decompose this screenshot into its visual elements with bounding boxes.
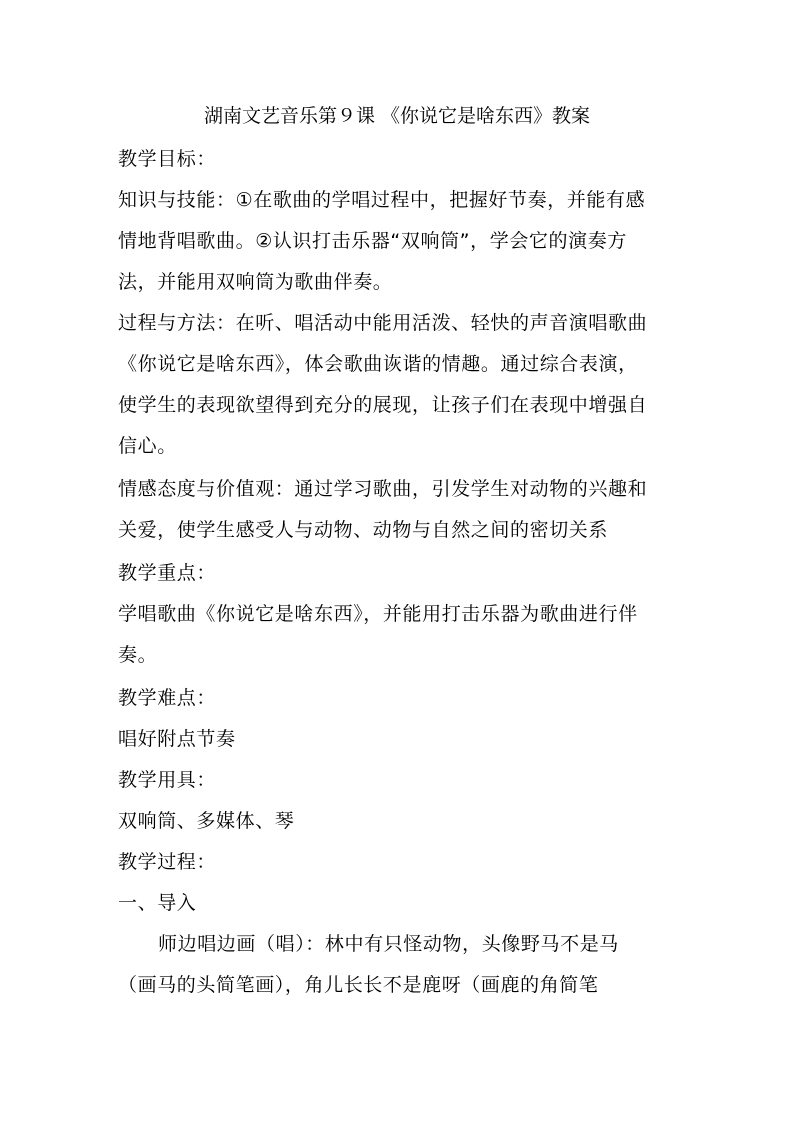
paragraph-line: 师边唱边画（唱）：林中有只怪动物，头像野马不是马 <box>158 933 619 955</box>
paragraph-line: 知识与技能：①在歌曲的学唱过程中，把握好节奏，并能有感 <box>118 189 646 211</box>
paragraph-line: 情地背唱歌曲。②认识打击乐器“双响筒”，学会它的演奏方 <box>118 230 627 252</box>
paragraph-line: 信心。 <box>118 435 177 457</box>
heading-teaching-process: 教学过程： <box>118 851 217 873</box>
paragraph-line: 关爱，使学生感受人与动物、动物与自然之间的密切关系 <box>118 519 609 541</box>
paragraph-line: 学唱歌曲《你说它是啥东西》，并能用打击乐器为歌曲进行伴 <box>118 603 638 625</box>
paragraph-line: 奏。 <box>118 644 158 666</box>
paragraph-line: 使学生的表现欲望得到充分的展现，让孩子们在表现中增强自 <box>118 394 648 416</box>
paragraph-line: 过程与方法：在听、唱活动中能用活泼、轻快的声音演唱歌曲 <box>118 312 648 334</box>
document-title: 湖南文艺音乐第９课 《你说它是啥东西》教案 <box>203 105 591 127</box>
heading-teaching-objectives: 教学目标： <box>118 148 217 170</box>
heading-teaching-difficulty: 教学难点： <box>118 687 217 709</box>
paragraph-line: 唱好附点节奏 <box>118 728 236 750</box>
heading-teaching-focus: 教学重点： <box>118 562 217 584</box>
paragraph-line: （画马的头简笔画），角儿长长不是鹿呀（画鹿的角简笔 <box>118 974 599 996</box>
paragraph-line: 双响筒、多媒体、琴 <box>118 810 295 832</box>
section-introduction: 一、导入 <box>118 892 197 914</box>
paragraph-line: 法，并能用双响筒为歌曲伴奏。 <box>118 271 393 293</box>
paragraph-line: 《你说它是啥东西》，体会歌曲诙谐的情趣。通过综合表演， <box>118 353 638 375</box>
heading-teaching-tools: 教学用具： <box>118 769 217 791</box>
paragraph-line: 情感态度与价值观：通过学习歌曲，引发学生对动物的兴趣和 <box>118 478 648 500</box>
